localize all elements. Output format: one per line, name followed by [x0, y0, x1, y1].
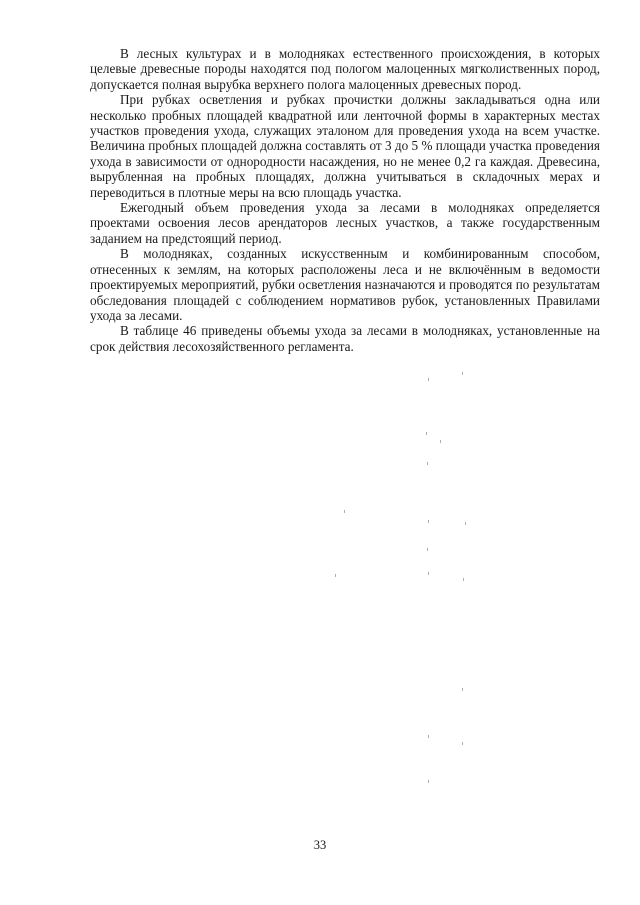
scan-speck — [427, 462, 428, 465]
scan-speck — [427, 548, 428, 551]
scan-speck — [428, 572, 429, 575]
paragraph-artificial-young-stands: В молодняках, созданных искусственным и комбинированным способом, отнесенных к землям, на которых расположены леса и не включённым в ведомости проектируемых мероприятий, рубки осветления назначаются и проводятся по результатам обследования площадей с соблюдением нормативов рубок, установленных Правилами ухода за лесами. — [90, 246, 600, 323]
page-number: 33 — [313, 838, 327, 852]
paragraph-table-reference: В таблице 46 приведены объемы ухода за лесами в молодняках, установленные на срок действия лесохозяйственного регламента. — [90, 323, 600, 354]
body-text — [90, 46, 600, 354]
scan-speck — [428, 735, 429, 738]
paragraph-sample-plots: При рубках осветления и рубках прочистки должны закладываться одна или несколько пробных площадей квадратной или ленточной формы в характерных местах участков проведения ухода, служащих эталоном для проведения ухода на всем участке. Величина пробных площадей должна составлять от 3 до 5 % площади участка проведения ухода в зависимости от однородности насаждения, но не менее 0,2 га каждая. Древесина, вырубленная на пробных площадях, должна учитываться в складочных мерах и переводиться в плотные меры на всю площадь участка. — [90, 92, 600, 200]
scan-speck — [463, 578, 464, 581]
scan-speck — [335, 574, 336, 577]
scan-speck — [428, 780, 429, 783]
scan-speck — [465, 522, 466, 525]
scan-speck — [462, 372, 463, 375]
paragraph-annual-volume: Ежегодный объем проведения ухода за лесами в молодняках определяется проектами освоения лесов арендаторов лесных участков, а также государственным заданием на предстоящий период. — [90, 200, 600, 246]
scan-speck — [462, 742, 463, 745]
scan-speck — [440, 440, 441, 443]
scan-speck — [344, 510, 345, 513]
scan-speck — [462, 688, 463, 691]
scan-speck — [428, 378, 429, 381]
scan-speck — [426, 432, 427, 435]
scan-speck — [428, 520, 429, 523]
paragraph-partial-felling: В лесных культурах и в молодняках естественного происхождения, в которых целевые древесные породы находятся под пологом малоценных мягколиственных пород, допускается полная вырубка верхнего полога малоценных древесных пород. — [90, 46, 600, 92]
